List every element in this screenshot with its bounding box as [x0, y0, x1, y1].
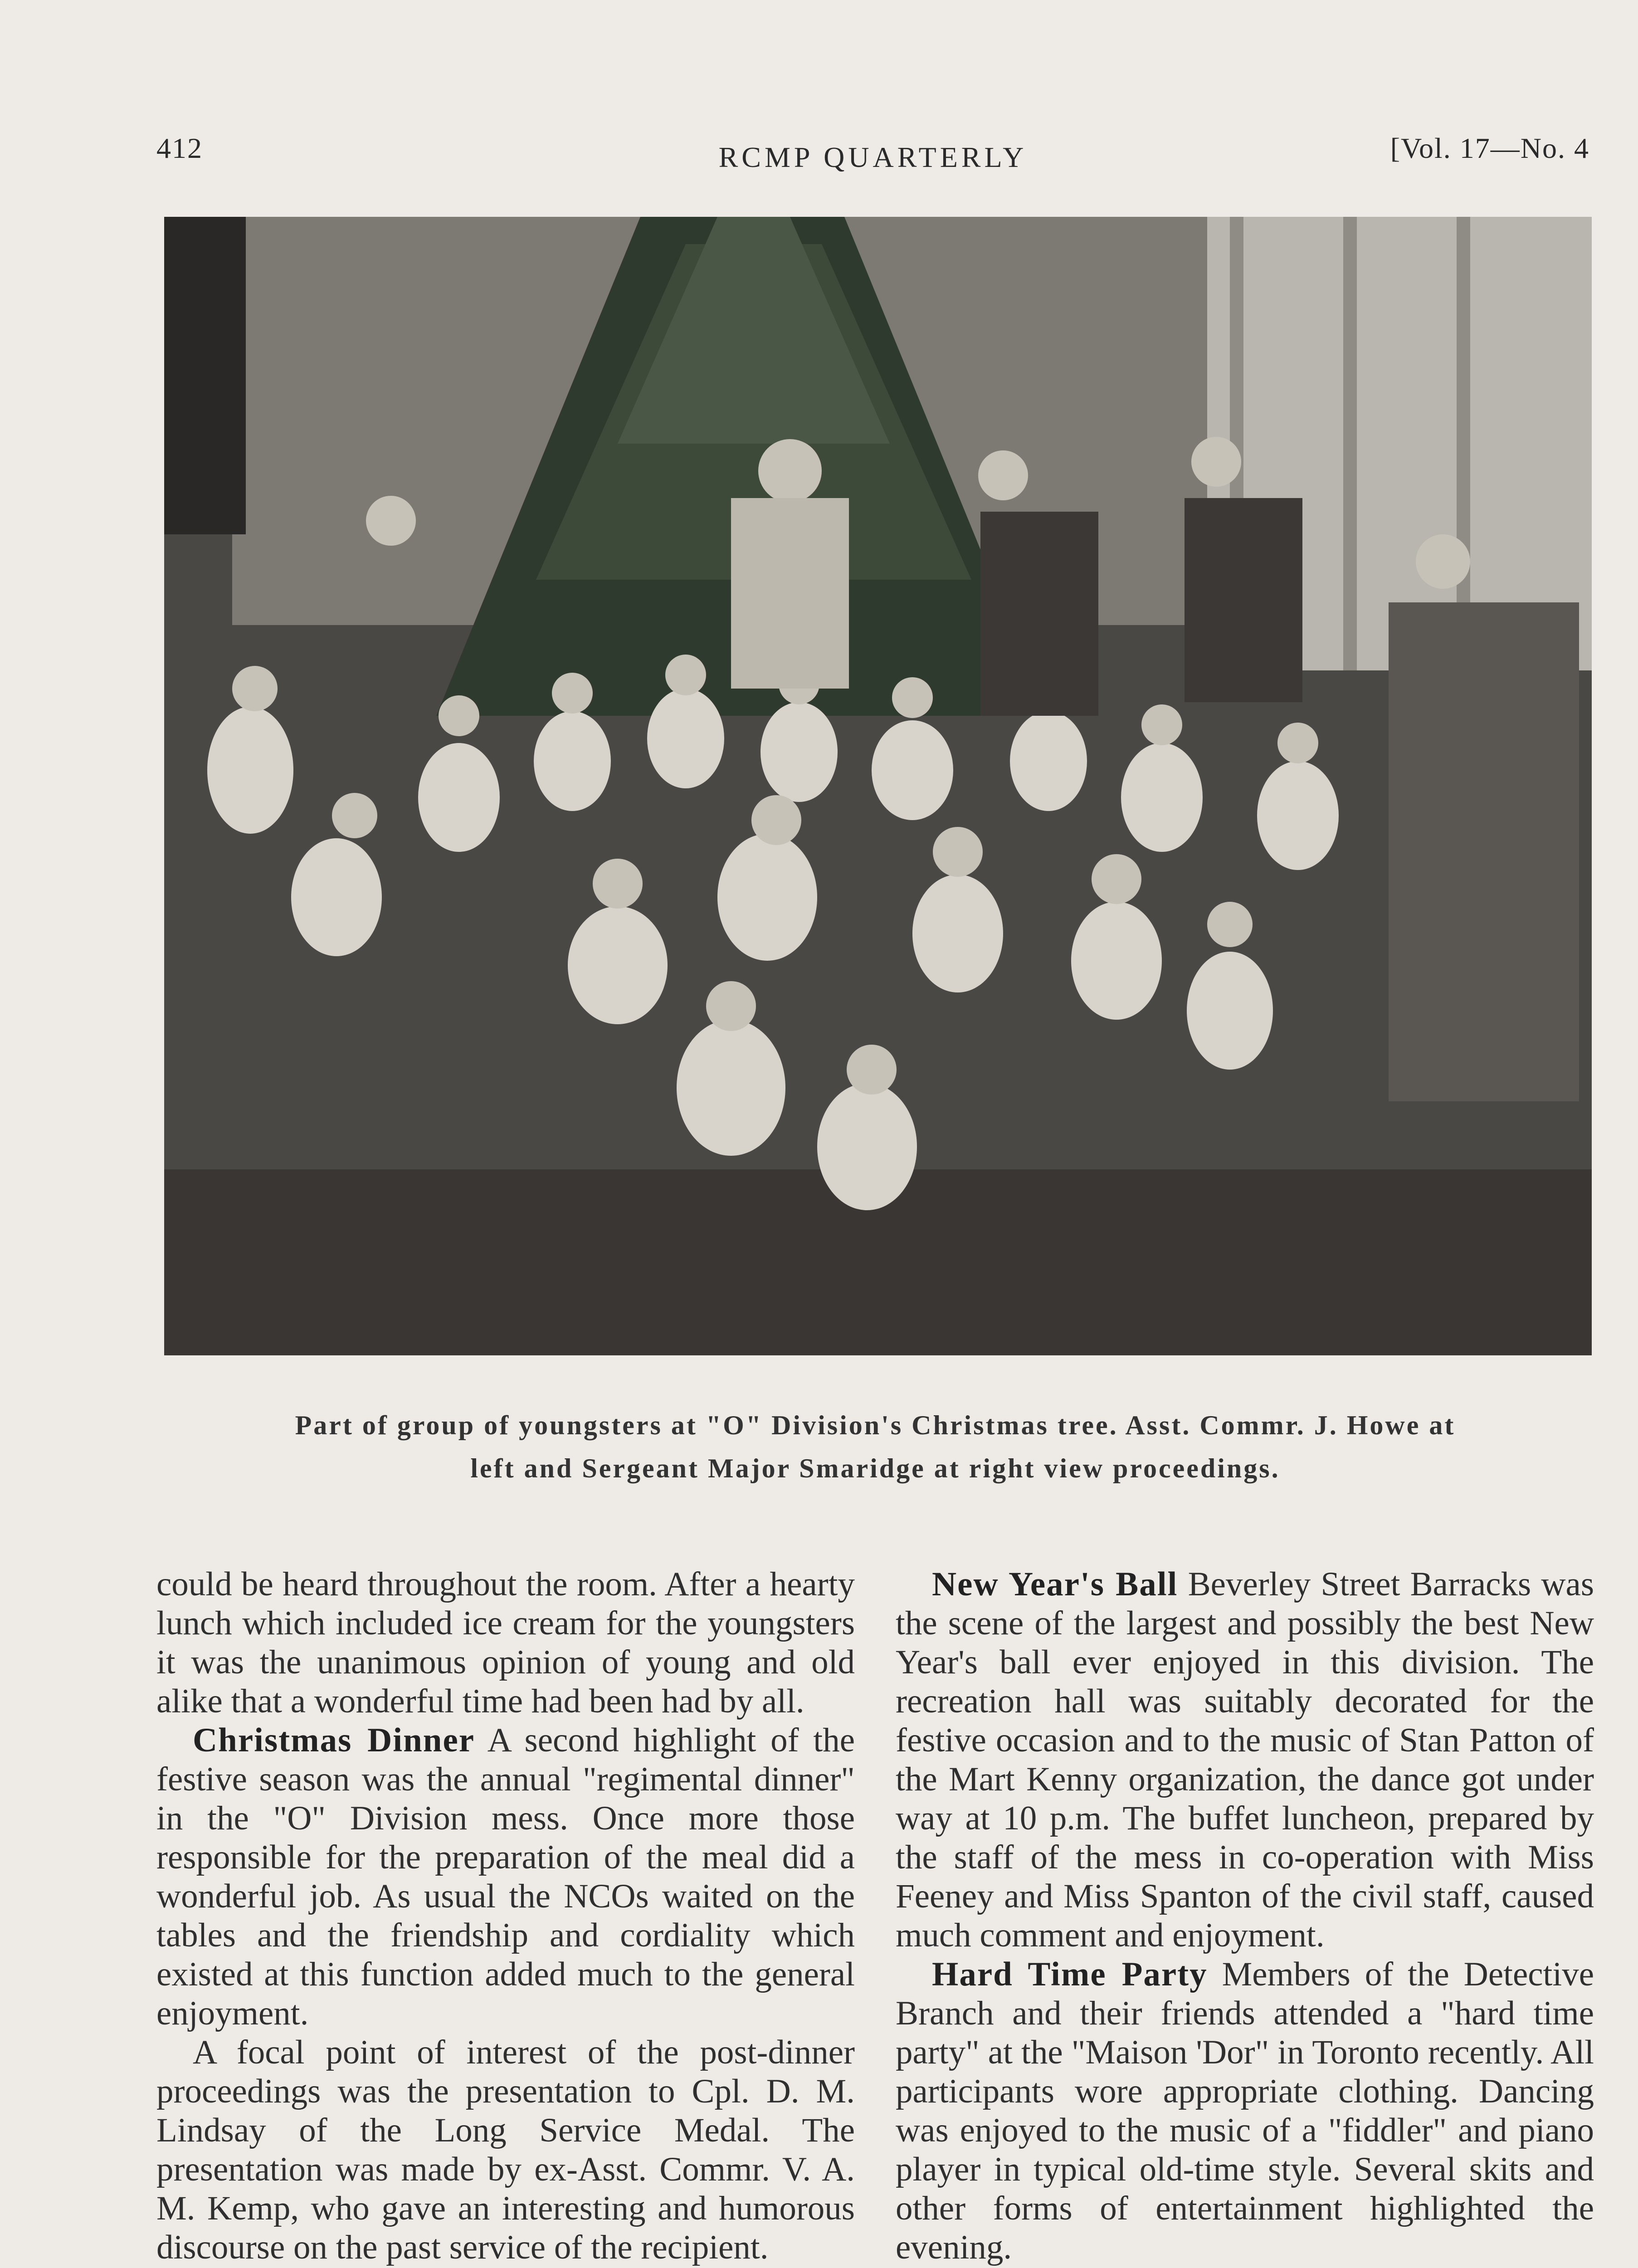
photo-caption — [156, 1404, 1594, 1490]
paragraph-body: Beverley Street Barracks was the scene of the largest and possibly the best New Year's ball ever enjoyed in this division. The recreation hall was suitably decorated for the festive occasion and to the music of Stan Patton of the Mart Kenny organization, the dance got under way at 10 p.m. The buffet luncheon, prepared by the staff of the mess in co-operation with Miss Feeney and Miss Spanton of the civil staff, caused much comment and enjoyment. — [896, 1565, 1594, 1954]
section-heading: Christmas Dinner — [193, 1721, 475, 1759]
caption-line-1: Part of group of youngsters at "O" Division's Christmas tree. Asst. Commr. J. Howe at — [295, 1410, 1456, 1440]
section-heading: New Year's Ball — [932, 1565, 1178, 1603]
paragraph-christmas-dinner — [156, 1721, 855, 2033]
section-heading: Hard Time Party — [932, 1955, 1208, 1993]
paragraph-new-years-ball — [896, 1565, 1594, 1955]
caption-line-2: left and Sergeant Major Smaridge at right view proceedings. — [470, 1453, 1280, 1483]
paragraph-body: A second highlight of the festive season was the annual "regimental dinner" in the "O" Division mess. Once more those responsible for the preparation of the meal did a wonderful job. As usual the NCOs waited on the tables and the friendship and cordiality which existed at this function added much to the general enjoyment. — [156, 1721, 855, 2032]
paragraph-hard-time-party — [896, 1955, 1594, 2267]
group-photo — [164, 217, 1592, 1355]
right-column — [896, 1565, 1594, 2267]
paragraph: could be heard throughout the room. After a hearty lunch which included ice cream for the youngsters it was the unanimous opinion of young and old alike that a wonderful time had been had by all. — [156, 1565, 855, 1720]
paragraph-body: Members of the Detective Branch and their friends attended a "hard time party" at the "Maison 'Dor" in Toronto recently. All participants wore appropriate clothing. Dancing was enjoyed to the music of a "fiddler" and piano player in typical old-time style. Several skits and other forms of entertainment highlighted the evening. — [896, 1955, 1594, 2266]
left-column — [156, 1565, 855, 2267]
page-number: 412 — [156, 132, 203, 164]
journal-title: RCMP QUARTERLY — [718, 141, 1028, 173]
paragraph: A focal point of interest of the post-dinner proceedings was the presentation to Cpl. D. M. Lindsay of the Long Service Medal. The presentation was made by ex-Asst. Commr. V. A. M. Kemp, who gave an interesting and humorous discourse on the past service of the recipient. — [156, 2033, 855, 2266]
page-header — [156, 127, 1589, 181]
issue-label: [Vol. 17—No. 4 — [1390, 132, 1589, 164]
group-photo-christmas-tree-icon — [164, 217, 1592, 1355]
